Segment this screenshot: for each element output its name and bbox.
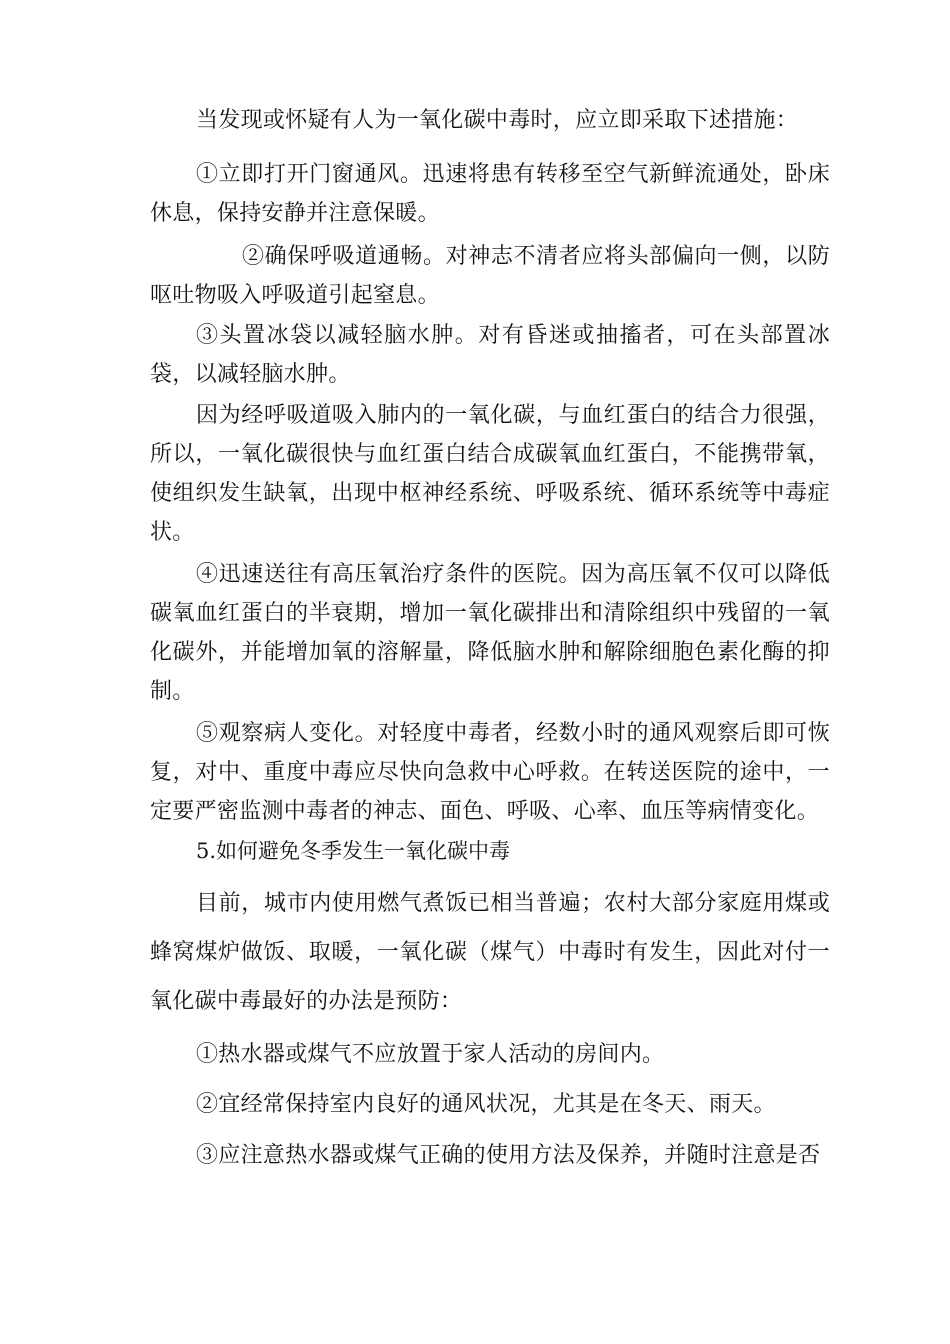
intro-paragraph: 当发现或怀疑有人为一氧化碳中毒时，应立即采取下述措施： <box>196 108 799 133</box>
measure-4-paragraph: ④迅速送往有高压氧治疗条件的医院。因为高压氧不仅可以降低碳氧血红蛋白的半衰期，增加一氧化碳排出和清除组织中残留的一氧化碳外，并能增加氧的溶解量，降低脑水肿和解除细胞色素化酶的抑制。 <box>150 562 830 704</box>
explanation-paragraph: 因为经呼吸道吸入肺内的一氧化碳，与血红蛋白的结合力很强，所以，一氧化碳很快与血红蛋白结合成碳氧血红蛋白，不能携带氧，使组织发生缺氧，出现中枢神经系统、呼吸系统、循环系统等中毒症状。 <box>150 403 830 545</box>
section-heading: 5.如何避免冬季发生一氧化碳中毒 <box>196 839 511 863</box>
prevention-intro-paragraph: 目前，城市内使用燃气煮饭已相当普遍；农村大部分家庭用煤或蜂窝煤炉做饭、取暖，一氧化碳（煤气）中毒时有发生，因此对付一氧化碳中毒最好的办法是预防： <box>150 891 830 1014</box>
measure-1-paragraph: ①立即打开门窗通风。迅速将患有转移至空气新鲜流通处，卧床休息，保持安静并注意保暖。 <box>150 162 830 226</box>
measure-5-paragraph: ⑤观察病人变化。对轻度中毒者，经数小时的通风观察后即可恢复，对中、重度中毒应尽快向急救中心呼救。在转送医院的途中，一定要严密监测中毒者的神志、面色、呼吸、心率、血压等病情变化。 <box>150 721 830 824</box>
prevention-2-paragraph: ②宜经常保持室内良好的通风状况，尤其是在冬天、雨天。 <box>196 1092 776 1117</box>
measure-2-paragraph: ②确保呼吸道通畅。对神志不清者应将头部偏向一侧，以防呕吐物吸入呼吸道引起窒息。 <box>150 244 830 308</box>
prevention-3-paragraph: ③应注意热水器或煤气正确的使用方法及保养，并随时注意是否 <box>196 1143 821 1168</box>
prevention-1-paragraph: ①热水器或煤气不应放置于家人活动的房间内。 <box>196 1042 665 1067</box>
measure-3-paragraph: ③头置冰袋以减轻脑水肿。对有昏迷或抽搐者，可在头部置冰袋，以减轻脑水肿。 <box>150 323 830 387</box>
